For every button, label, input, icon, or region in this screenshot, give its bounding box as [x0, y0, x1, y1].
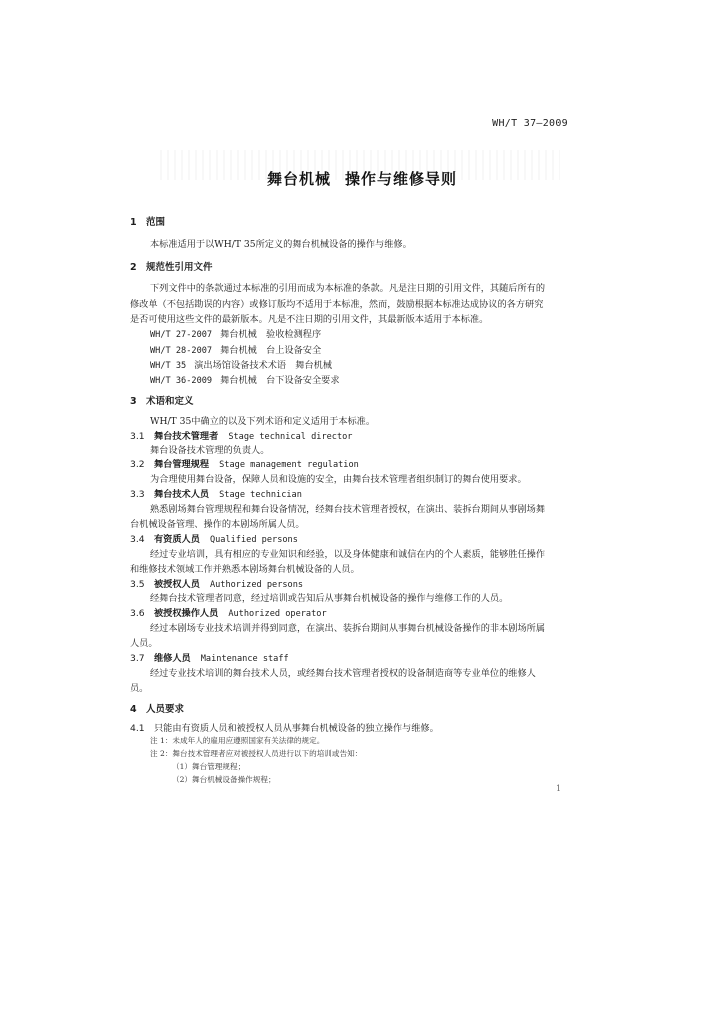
term-definition: 舞台设备技术管理的负责人。: [150, 445, 270, 456]
term-definition: 经过专业培训，具有相应的专业知识和经验，以及身体健康和诚信在内的个人素质，能够胜任操作: [150, 549, 546, 560]
reference-item: WH/T 27-2007 舞台机械 验收检测程序: [150, 329, 322, 340]
title-main: 舞台机械: [266, 170, 331, 188]
term-heading: 3.7 维修人员 Maintenance staff: [130, 653, 289, 664]
term-heading: 3.5 被授权人员 Authorized persons: [130, 579, 304, 590]
title-sub: 操作与维修导则: [345, 170, 458, 188]
reference-item: WH/T 28-2007 舞台机械 台上设备安全: [150, 345, 322, 356]
section-3-intro: WH/T 35中确立的以及下列术语和定义适用于本标准。: [150, 416, 376, 427]
section-2-line-1: 下列文件中的条款通过本标准的引用而成为本标准的条款。凡是注日期的引用文件，其随后所有的: [150, 283, 546, 294]
note-line: 注 1：未成年人的雇用应遵照国家有关法律的规定。: [150, 736, 325, 745]
term-definition: 员。: [130, 683, 149, 694]
section-1-text: 本标准适用于以WH/T 35所定义的舞台机械设备的操作与维修。: [150, 239, 412, 250]
term-definition: 人员。: [130, 638, 158, 649]
term-definition: 经舞台技术管理者同意，经过培训或告知后从事舞台机械设备的操作与维修工作的人员。: [150, 593, 509, 604]
note-line: 注 2：舞台技术管理者应对被授权人员进行以下的培训或告知：: [150, 749, 363, 758]
term-definition: 经过本剧场专业技术培训并得到同意，在演出、装拆台期间从事舞台机械设备操作的非本剧场所属: [150, 623, 546, 634]
term-heading: 3.1 舞台技术管理者 Stage technical director: [130, 431, 353, 442]
note-line: （1）舞台管理规程；: [172, 762, 246, 771]
term-heading: 3.6 被授权操作人员 Authorized operator: [130, 608, 327, 619]
term-definition: 经过专业技术培训的舞台技术人员，或经舞台技术管理者授权的设备制造商等专业单位的维修人: [150, 668, 536, 679]
reference-item: WH/T 36-2009 舞台机械 台下设备安全要求: [150, 375, 340, 386]
term-definition: 熟悉剧场舞台管理规程和舞台设备情况，经舞台技术管理者授权，在演出、装拆台期间从事剧场舞: [150, 504, 546, 515]
clause-4-1: 4.1 只能由有资质人员和被授权人员从事舞台机械设备的独立操作与维修。: [130, 723, 439, 734]
term-heading: 3.4 有资质人员 Qualified persons: [130, 534, 298, 545]
section-3-heading: 3 术语和定义: [130, 396, 194, 407]
term-heading: 3.2 舞台管理规程 Stage management regulation: [130, 459, 359, 470]
term-definition: 为合理使用舞台设备，保障人员和设施的安全，由舞台技术管理者组织制订的舞台使用要求。: [150, 474, 527, 485]
section-2-line-3: 是否可使用这些文件的最新版本。凡是不注日期的引用文件，其最新版本适用于本标准。: [130, 314, 489, 325]
note-line: （2）舞台机械设备操作规程；: [172, 775, 276, 784]
standard-code: WH/T 37—2009: [492, 118, 568, 129]
section-2-line-2: 修改单（不包括勘误的内容）或修订版均不适用于本标准，然而，鼓励根据本标准达成协议的各方研究: [130, 299, 544, 310]
page-title: [0, 168, 724, 189]
term-definition: 和维修技术领域工作并熟悉本剧场舞台机械设备的人员。: [130, 564, 360, 575]
reference-item: WH/T 35 演出场馆设备技术术语 舞台机械: [150, 360, 333, 371]
section-4-heading: 4 人员要求: [130, 704, 185, 715]
section-2-heading: 2 规范性引用文件: [130, 262, 213, 273]
term-definition: 台机械设备管理、操作的本剧场所属人员。: [130, 519, 305, 530]
term-heading: 3.3 舞台技术人员 Stage technician: [130, 489, 302, 500]
page-number: 1: [556, 784, 562, 793]
section-1-heading: 1 范围: [130, 217, 166, 228]
